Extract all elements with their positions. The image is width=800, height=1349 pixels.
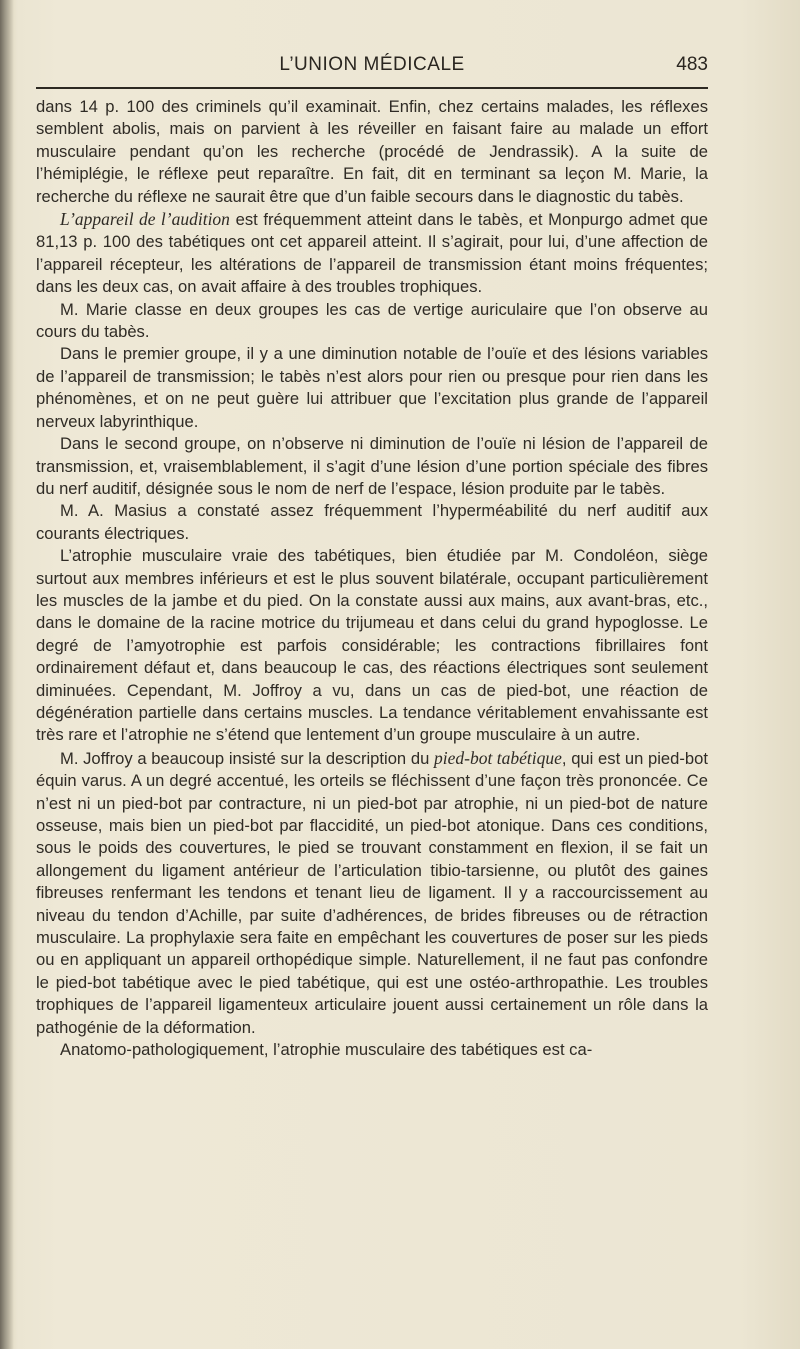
paragraph-audition: L’appareil de l’audition est fréquemment atteint dans le tabès, et Monpurgo admet que 81,13 p. 100 des tabétiques ont cet appareil atteint. Il s’agirait, pour lui, d’une affection de l’appareil récepteur, les altérations de l’appareil de transmission étant moins fréquentes; dans les deux cas, on avait affaire à des troubles trophiques. (36, 209, 708, 297)
paragraph-anatomo: Anatomo-pathologiquement, l’atrophie musculaire des tabétiques est ca- (60, 1040, 593, 1060)
paragraph-second-groupe: Dans le second groupe, on n’observe ni diminution de l’ouïe ni lésion de l’appareil de transmission, et, vraisemblablement, il s’agit d’une lésion d’une portion spéciale des fibres du nerf auditif, désignée sous le nom de nerf de l’espace, lésion produite par le tabès. (36, 434, 708, 498)
page-header (36, 54, 708, 82)
paragraph-atrophie: L’atrophie musculaire vraie des tabétiques, bien étudiée par M. Condoléon, siège surtout aux membres inférieurs et est le plus souvent bilatérale, occupant particulièrement les muscles de la jambe et du pied. On la constate aussi aux mains, aux avant-bras, etc., dans le domaine de la racine motrice du trijumeau et dans celui du grand hypoglosse. Le degré de l’amyotrophie est parfois considérable; les contractions fibrillaires font ordinairement défaut et, dans beaucoup le cas, des réactions électriques sont seulement diminuées. Cependant, M. Joffroy a vu, dans un cas de pied-bot, une réaction de dégénération partielle dans certains muscles. La tendance véritablement envahissante est très rare et l’atrophie ne s’étend que lentement d’un groupe musculaire à un autre. (36, 546, 708, 745)
paragraph-vertige: M. Marie classe en deux groupes les cas de vertige auriculaire que l’on observe au cours du tabès. (36, 299, 708, 342)
italic-term-appareil-audition: L’appareil de l’audition (60, 209, 230, 230)
paragraph-reflexes: dans 14 p. 100 des criminels qu’il examinait. Enfin, chez certains malades, les réflexes semblent abolis, mais on parvient à les réveiller en faisant faire au malade un effort musculaire pendant qu’on les recherche (procédé de Jendrassik). A la suite de l’hémiplégie, le réflexe peut reparaître. En fait, dit en terminant sa leçon M. Marie, la recherche du réflexe ne saurait être que d’un faible secours dans le diagnostic du tabès. (36, 97, 708, 206)
header-rule (36, 87, 708, 89)
article-body (36, 96, 708, 1061)
paragraph-pied-bot: M. Joffroy a beaucoup insisté sur la description du pied-bot tabétique, qui est un pied-bot équin varus. A un degré accentué, les orteils se fléchissent d’une façon très prononcée. Ce n’est ni un pied-bot par contracture, ni un pied-bot par atrophie, ni un pied-bot de nature osseuse, mais bien un pied-bot par flaccidité, un pied-bot atonique. Dans ces conditions, sous le poids des couvertures, le pied se trouvant constamment en flexion, il se fait un allongement du ligament antérieur de l’articulation tibio-tarsienne, ou plutôt des gaines fibreuses renfermant les tendons et tenant lieu de ligament. Il y a raccourcissement au niveau du tendon d’Achille, par suite d’adhérences, de brides fibreuses ou de rétraction musculaire. La prophylaxie sera faite en empêchant les couvertures de poser sur les pieds ou en appliquant un appareil orthopédique simple. Naturellement, il ne faut pas confondre le pied-bot tabétique avec le pied tabétique, qui est une ostéo-arthropathie. Les troubles trophiques de l’appareil ligamenteux articulaire jouent aussi certainement un rôle dans la pathogénie de la déformation. (36, 747, 708, 1037)
book-spine-shadow (0, 0, 14, 1349)
running-title: L’UNION MÉDICALE (279, 54, 465, 75)
italic-term-pied-bot-tabetique: pied-bot tabétique (434, 747, 562, 768)
paragraph-premier-groupe: Dans le premier groupe, il y a une diminution notable de l’ouïe et des lésions variables de l’appareil de transmission; le tabès n’est alors pour rien ou presque pour rien dans les phénomènes, et on ne peut guère lui attribuer que l’excitation plus grande de l’appareil nerveux labyrinthique. (36, 344, 708, 431)
paragraph-masius: M. A. Masius a constaté assez fréquemment l’hyperméabilité du nerf auditif aux courants électriques. (36, 501, 708, 543)
page-number: 483 (676, 54, 708, 75)
